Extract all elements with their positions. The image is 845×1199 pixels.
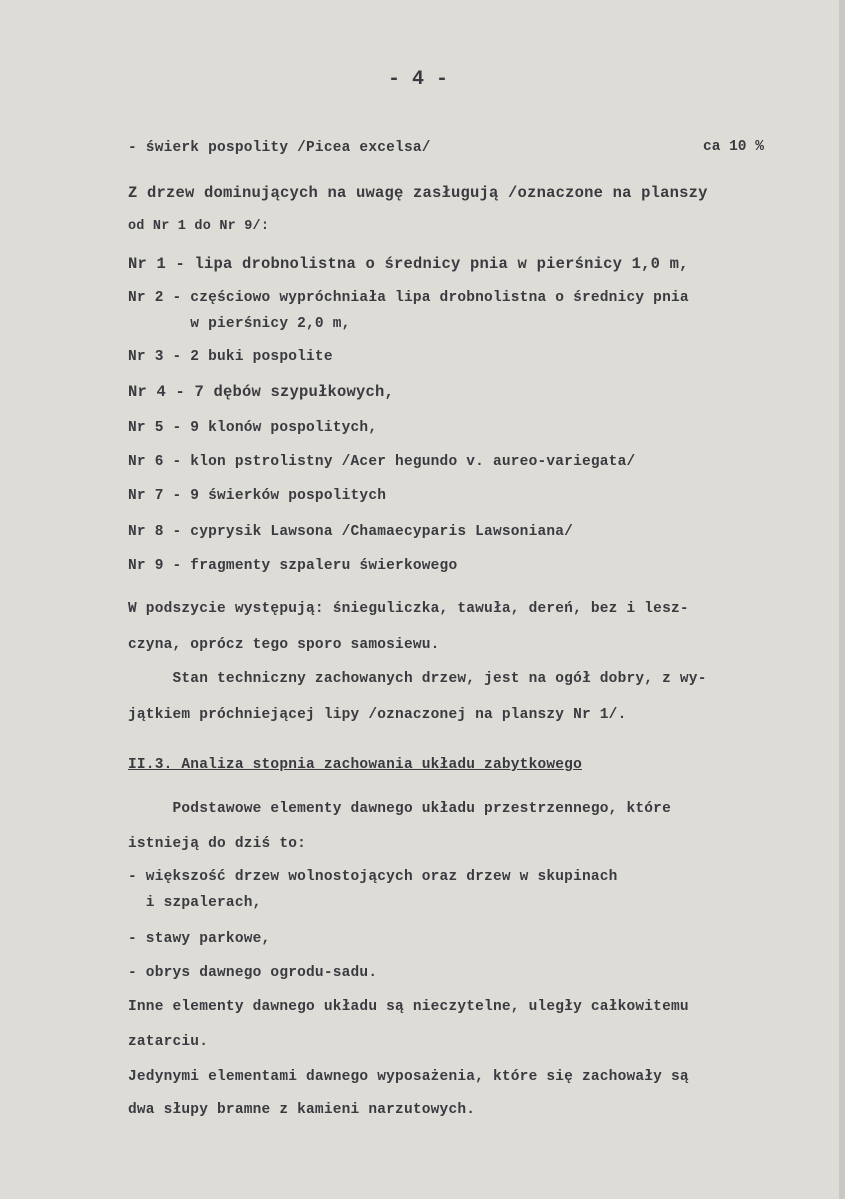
section-line: Inne elementy dawnego układu są nieczytelne, uległy całkowitemu	[128, 999, 689, 1015]
section-line: - stawy parkowe,	[128, 931, 271, 947]
section-heading: II.3. Analiza stopnia zachowania układu zabytkowego	[128, 757, 582, 773]
page-number: - 4 -	[388, 68, 449, 91]
tree-item: Nr 4 - 7 dębów szypułkowych,	[128, 383, 395, 401]
tree-item: Nr 7 - 9 świerków pospolitych	[128, 488, 387, 504]
intro-line: od Nr 1 do Nr 9/:	[128, 219, 270, 234]
undergrowth-line: czyna, oprócz tego sporo samosiewu.	[128, 637, 440, 653]
species-share: ca 10 %	[703, 139, 764, 155]
undergrowth-line: Stan techniczny zachowanych drzew, jest na ogół dobry, z wy-	[128, 671, 707, 687]
undergrowth-line: jątkiem próchniejącej lipy /oznaczonej na planszy Nr 1/.	[128, 707, 627, 723]
section-line: istnieją do dziś to:	[128, 836, 307, 852]
tree-item: Nr 9 - fragmenty szpaleru świerkowego	[128, 558, 458, 574]
section-line: - większość drzew wolnostojących oraz drzew w skupinach	[128, 869, 618, 885]
tree-item: w pierśnicy 2,0 m,	[128, 316, 351, 332]
page-edge	[839, 0, 845, 1199]
undergrowth-line: W podszycie występują: śnieguliczka, tawuła, dereń, bez i lesz-	[128, 601, 689, 617]
tree-item: Nr 3 - 2 buki pospolite	[128, 349, 333, 365]
tree-item: Nr 8 - cyprysik Lawsona /Chamaecyparis Lawsoniana/	[128, 524, 574, 540]
tree-item: Nr 2 - częściowo wypróchniała lipa drobnolistna o średnicy pnia	[128, 290, 689, 306]
section-line: Podstawowe elementy dawnego układu przestrzennego, które	[128, 801, 671, 817]
section-line: zatarciu.	[128, 1034, 209, 1050]
species-line: - świerk pospolity /Picea excelsa/	[128, 140, 431, 156]
tree-item: Nr 5 - 9 klonów pospolitych,	[128, 420, 378, 436]
tree-item: Nr 1 - lipa drobnolistna o średnicy pnia w pierśnicy 1,0 m,	[128, 255, 689, 273]
section-line: i szpalerach,	[128, 895, 262, 911]
tree-item: Nr 6 - klon pstrolistny /Acer hegundo v. aureo-variegata/	[128, 454, 636, 470]
section-line: - obrys dawnego ogrodu-sadu.	[128, 965, 378, 981]
section-line: Jedynymi elementami dawnego wyposażenia, które się zachowały są	[128, 1069, 689, 1085]
intro-line: Z drzew dominujących na uwagę zasługują /oznaczone na planszy	[128, 184, 708, 202]
section-line: dwa słupy bramne z kamieni narzutowych.	[128, 1102, 476, 1118]
